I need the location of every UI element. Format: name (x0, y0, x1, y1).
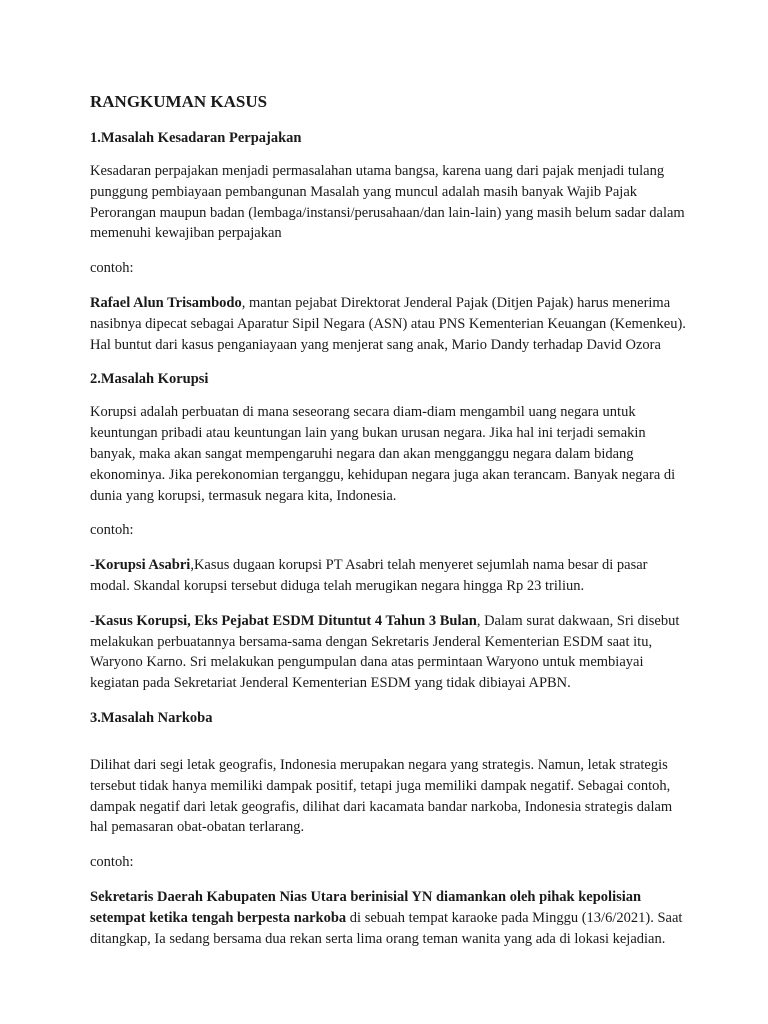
section-paragraph-perpajakan: Kesadaran perpajakan menjadi permasalahan utama bangsa, karena uang dari pajak menjadi tulang punggung pembiayaan pembangunan Masalah yang muncul adalah masih banyak Wajib Pajak Perorangan maupun badan (lembaga/instansi/perusahaan/dan lain-lain) yang masih belum sadar dalam memenuhi kewajiban perpajakan (90, 163, 685, 242)
example-label: contoh: (90, 522, 134, 539)
section-heading-narkoba: 3.Masalah Narkoba (90, 709, 213, 726)
section-heading-korupsi: 2.Masalah Korupsi (90, 371, 209, 388)
example-bold-text: Sekretaris Daerah Kabupaten Nias Utara berinisial YN diamankan oleh pihak kepolisian setempat ketika tengah berpesta narkoba (90, 888, 642, 926)
example-label: contoh: (90, 260, 134, 277)
example-text: di sebuah tempat karaoke pada Minggu (13/6/2021). Saat ditangkap, Ia sedang bersama dua rekan serta lima orang teman wanita yang ada di lokasi kejadian. (90, 909, 683, 947)
example-label: contoh: (90, 854, 134, 871)
example-text: , Dalam surat dakwaan, Sri disebut melakukan perbuatannya bersama-sama dengan Sekretaris Jenderal Kementerian ESDM saat itu, Waryono Karno. Sri melakukan pengumpulan dana atas permintaan Waryono untuk membiayai kegiatan pada Sekretariat Jenderal Kementerian ESDM yang tidak dibiayai APBN. (90, 612, 680, 692)
example-bold-text: Korupsi Asabri (94, 557, 191, 574)
section-paragraph-narkoba: Dilihat dari segi letak geografis, Indonesia merupakan negara yang strategis. Namun, letak strategis tersebut tidak hanya memiliki dampak positif, tetapi juga memiliki dampak negatif. Sebagai contoh, dampak negatif dari letak geografis, dilihat dari kacamata bandar narkoba, Indonesia strategis dalam hal pemasaran obat-obatan terlarang. (90, 756, 673, 836)
example-prefix: - (90, 557, 95, 574)
example-text: , mantan pejabat Direktorat Jenderal Pajak (Ditjen Pajak) harus menerima nasibnya dipecat sebagai Aparatur Sipil Negara (ASN) atau PNS Kementerian Keuangan (Kemenkeu). Hal buntut dari kasus penganiayaan yang menjerat sang anak, Mario Dandy terhadap David Ozora (90, 294, 686, 353)
document-page (90, 90, 690, 963)
section-heading-perpajakan: 1.Masalah Kesadaran Perpajakan (90, 130, 302, 146)
example-bold-text: Rafael Alun Trisambodo (90, 294, 242, 311)
example-item (90, 555, 690, 597)
example-item (90, 887, 690, 949)
section-paragraph-korupsi: Korupsi adalah perbuatan di mana seseorang secara diam-diam mengambil uang negara untuk keuntungan pribadi atau keuntungan lain yang bukan urusan negara. Jika hal ini terjadi semakin banyak, maka akan sangat mempengaruhi negara dan akan mengganggu negara dalam bidang ekonominya. Jika perekonomian terganggu, kehidupan negara juga akan terancam. Banyak negara di dunia yang korupsi, termasuk negara kita, Indonesia. (90, 404, 676, 504)
example-bold-text: Kasus Korupsi, Eks Pejabat ESDM Dituntut 4 Tahun 3 Bulan (94, 612, 477, 629)
document-title: RANGKUMAN KASUS (90, 92, 268, 111)
spacer (90, 741, 690, 755)
example-text: ,Kasus dugaan korupsi PT Asabri telah menyeret sejumlah nama besar di pasar modal. Skandal korupsi tersebut diduga telah merugikan negara hingga Rp 23 triliun. (90, 557, 648, 594)
example-item (90, 611, 690, 694)
example-item (90, 293, 690, 355)
example-prefix: - (90, 612, 95, 629)
